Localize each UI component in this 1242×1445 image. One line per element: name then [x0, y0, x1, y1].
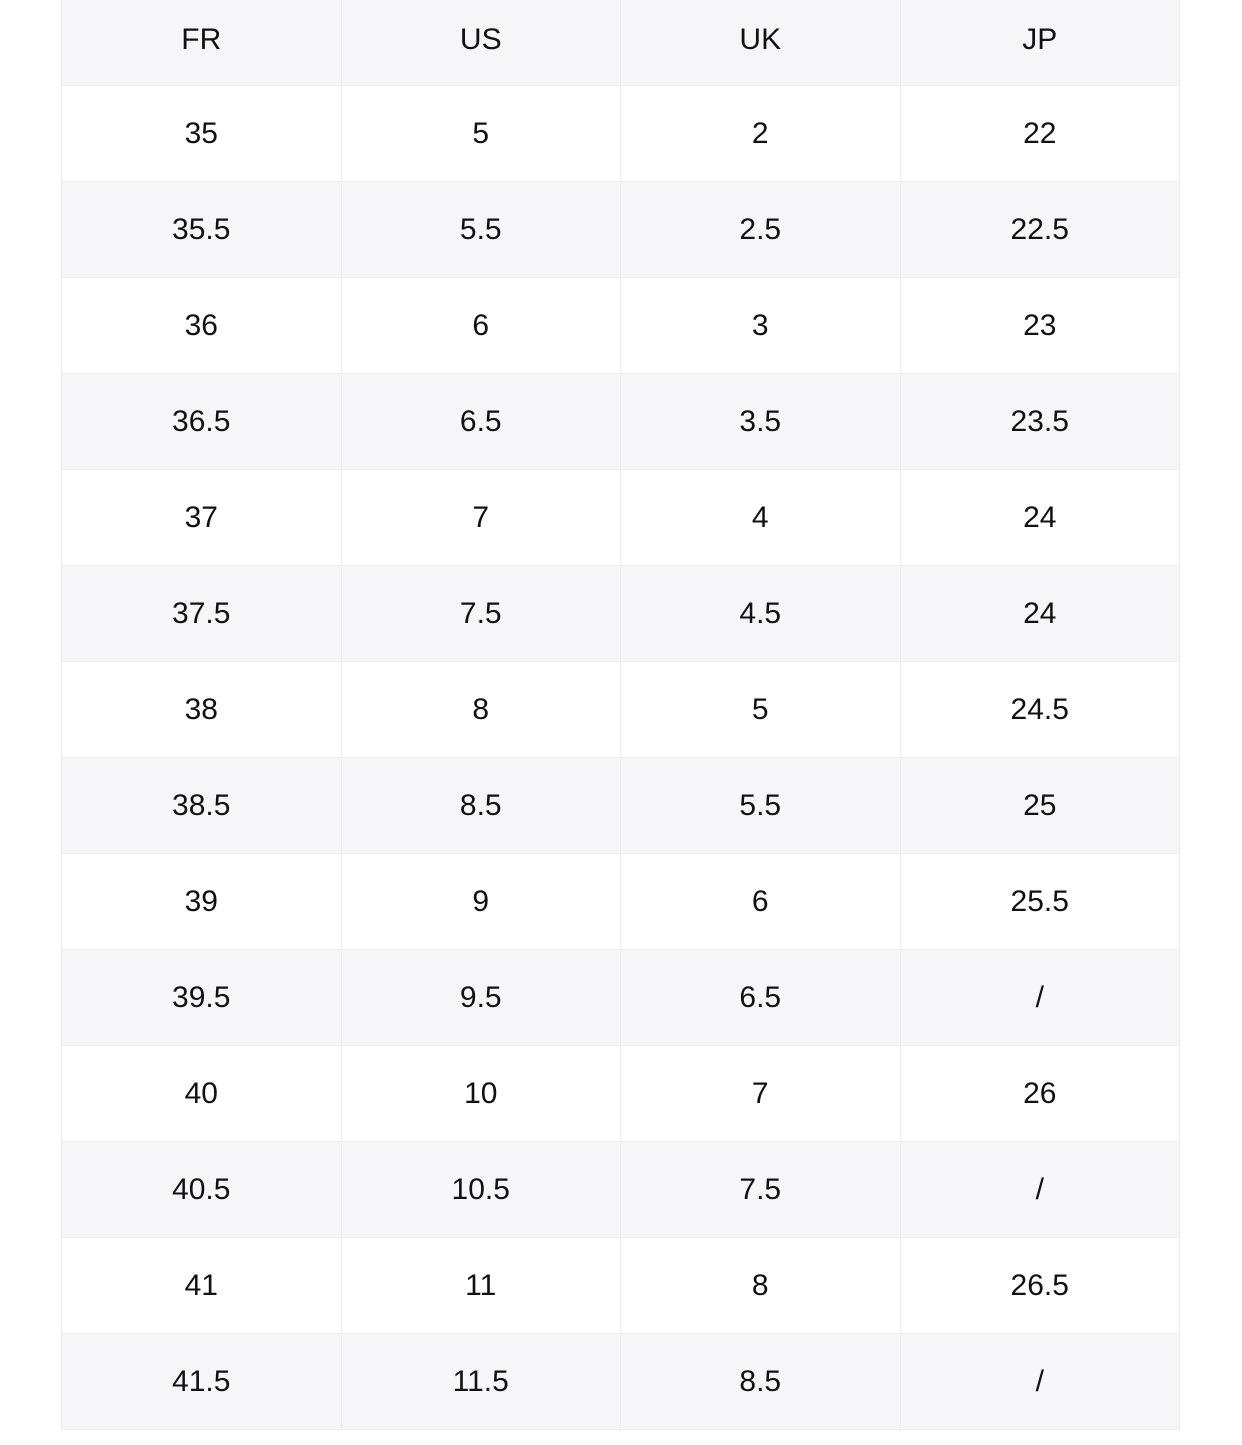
table-row	[62, 278, 1180, 374]
cell-us: 6.5	[341, 374, 621, 470]
column-header-us: US	[341, 0, 621, 86]
table-row	[62, 1334, 1180, 1430]
cell-us: 8	[341, 662, 621, 758]
column-header-fr: FR	[62, 0, 342, 86]
cell-fr: 36	[62, 278, 342, 374]
cell-fr: 35.5	[62, 182, 342, 278]
cell-jp: /	[900, 1142, 1180, 1238]
column-header-jp: JP	[900, 0, 1180, 86]
cell-fr: 40	[62, 1046, 342, 1142]
cell-jp: 24	[900, 470, 1180, 566]
cell-uk: 5	[621, 662, 901, 758]
cell-uk: 6	[621, 854, 901, 950]
table-row	[62, 662, 1180, 758]
cell-fr: 40.5	[62, 1142, 342, 1238]
cell-fr: 36.5	[62, 374, 342, 470]
cell-us: 7.5	[341, 566, 621, 662]
size-conversion-table	[61, 0, 1180, 1430]
cell-fr: 39.5	[62, 950, 342, 1046]
cell-uk: 2.5	[621, 182, 901, 278]
cell-us: 8.5	[341, 758, 621, 854]
table-row	[62, 566, 1180, 662]
cell-uk: 3.5	[621, 374, 901, 470]
column-header-uk: UK	[621, 0, 901, 86]
cell-jp: 23.5	[900, 374, 1180, 470]
cell-jp: 24	[900, 566, 1180, 662]
cell-uk: 8	[621, 1238, 901, 1334]
cell-fr: 35	[62, 86, 342, 182]
table-row	[62, 182, 1180, 278]
table-row	[62, 1046, 1180, 1142]
cell-uk: 7.5	[621, 1142, 901, 1238]
cell-jp: 24.5	[900, 662, 1180, 758]
table-header-row	[62, 0, 1180, 86]
table-row	[62, 854, 1180, 950]
cell-uk: 5.5	[621, 758, 901, 854]
cell-fr: 39	[62, 854, 342, 950]
table-row	[62, 1238, 1180, 1334]
table-row	[62, 1142, 1180, 1238]
cell-jp: 23	[900, 278, 1180, 374]
cell-uk: 2	[621, 86, 901, 182]
cell-us: 11	[341, 1238, 621, 1334]
table-row	[62, 86, 1180, 182]
cell-us: 5.5	[341, 182, 621, 278]
cell-fr: 37.5	[62, 566, 342, 662]
cell-uk: 7	[621, 1046, 901, 1142]
cell-jp: 26	[900, 1046, 1180, 1142]
cell-uk: 4.5	[621, 566, 901, 662]
cell-us: 10	[341, 1046, 621, 1142]
cell-fr: 41	[62, 1238, 342, 1334]
cell-jp: 26.5	[900, 1238, 1180, 1334]
cell-us: 11.5	[341, 1334, 621, 1430]
cell-fr: 37	[62, 470, 342, 566]
table-row	[62, 758, 1180, 854]
cell-uk: 8.5	[621, 1334, 901, 1430]
cell-us: 6	[341, 278, 621, 374]
cell-us: 7	[341, 470, 621, 566]
cell-jp: 25.5	[900, 854, 1180, 950]
cell-jp: /	[900, 950, 1180, 1046]
cell-jp: 22.5	[900, 182, 1180, 278]
cell-us: 9.5	[341, 950, 621, 1046]
cell-jp: /	[900, 1334, 1180, 1430]
cell-uk: 3	[621, 278, 901, 374]
cell-fr: 38.5	[62, 758, 342, 854]
cell-jp: 25	[900, 758, 1180, 854]
table-row	[62, 470, 1180, 566]
cell-fr: 41.5	[62, 1334, 342, 1430]
cell-uk: 6.5	[621, 950, 901, 1046]
cell-uk: 4	[621, 470, 901, 566]
cell-us: 9	[341, 854, 621, 950]
cell-jp: 22	[900, 86, 1180, 182]
table-row	[62, 950, 1180, 1046]
table-row	[62, 374, 1180, 470]
cell-us: 5	[341, 86, 621, 182]
cell-fr: 38	[62, 662, 342, 758]
cell-us: 10.5	[341, 1142, 621, 1238]
